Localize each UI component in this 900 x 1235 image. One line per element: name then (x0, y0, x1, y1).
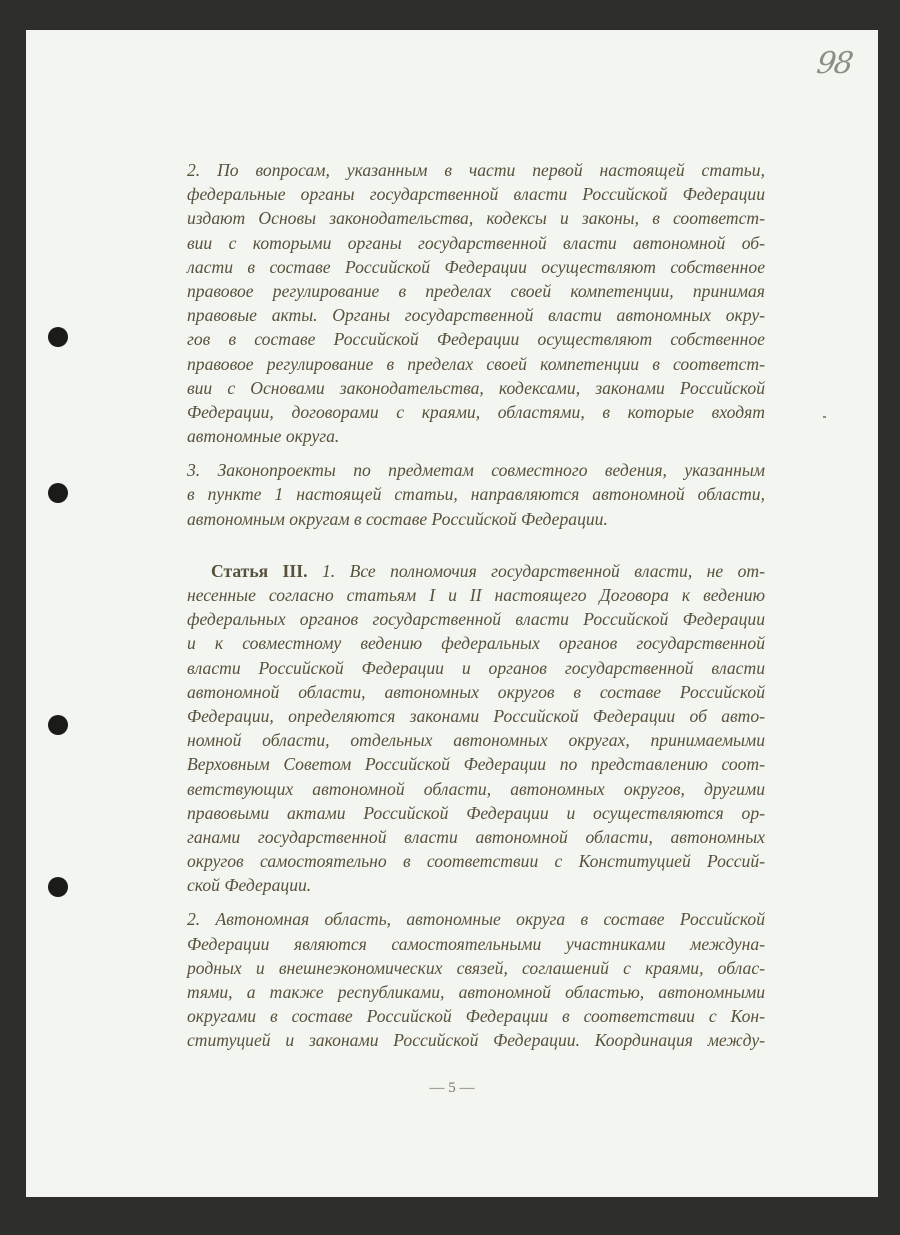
text-line: гов в составе Российской Федерации осуществляют собственное (187, 329, 765, 350)
binder-hole (48, 877, 68, 897)
text-fragment: 1. Все полномочия государственной власти, не от- (321, 560, 765, 581)
text-line: власти Российской Федерации и органов государственной власти (187, 657, 765, 678)
text-line: ласти в составе Российской Федерации осуществляют собственное (187, 256, 765, 277)
text-line: Федерации являются самостоятельными участниками междуна- (187, 933, 765, 954)
text-line: ганами государственной власти автономной области, автономных (187, 826, 765, 847)
handwritten-page-number: 98 (814, 46, 854, 81)
text-line: несенные согласно статьям I и II настоящего Договора к ведению (187, 585, 765, 605)
text-line: родных и внешнеэкономических связей, соглашений с краями, облас- (187, 957, 765, 978)
text-line: округами в составе Российской Федерации в соответствии с Кон- (187, 1006, 765, 1027)
text-line: автономные округа. (187, 426, 340, 447)
scan-speck (823, 416, 826, 418)
printed-page-number: — 5 — (429, 1080, 475, 1096)
paragraph-1 (187, 158, 765, 448)
text-line: издают Основы законодательства, кодексы и законы, в соответст- (187, 208, 765, 229)
text-line: автономным округам в составе Российской Федерации. (187, 508, 608, 529)
text-line: номной области, отдельных автономных округах, принимаемыми (187, 730, 765, 751)
text-line: Федерации, определяются законами Российской Федерации об авто- (187, 705, 765, 726)
text-line: вии с Основами законодательства, кодексами, законами Российской (187, 377, 765, 398)
text-line: ституцией и законами Российской Федерации. Координация между- (187, 1030, 765, 1051)
text-line: ветствующих автономной области, автономных округов, другими (187, 778, 765, 799)
text-line: 2. По вопросам, указанным в части первой настоящей статьи, (187, 160, 765, 180)
text-line: тями, а также республиками, автономной областью, автономными (187, 982, 765, 1002)
text-line: правовые акты. Органы государственной власти автономных окру- (187, 305, 765, 326)
text-line: правовыми актами Российской Федерации и осуществляются ор- (187, 802, 765, 823)
text-line: Верховным Советом Российской Федерации по представлению соот- (187, 754, 765, 775)
text-line: Федерации, договорами с краями, областями, в которые входят (187, 401, 765, 422)
text-line: федеральные органы государственной власти Российской Федерации (187, 184, 765, 205)
text-line: в пункте 1 настоящей статьи, направляются автономной области, (187, 484, 765, 505)
text-line: автономной области, автономных округов в составе Российской (187, 681, 765, 702)
text-line: федеральных органов государственной власти Российской Федерации (187, 609, 765, 630)
text-line: и к совместному ведению федеральных органов государственной (187, 633, 765, 654)
text-line (187, 559, 765, 583)
article-heading: Статья III. (211, 560, 308, 581)
text-line: ской Федерации. (187, 875, 312, 896)
binder-hole (48, 327, 68, 347)
text-line: правовое регулирование в пределах своей компетенции, принимая (187, 280, 765, 301)
text-line: 2. Автономная область, автономные округа в составе Российской (187, 909, 765, 930)
text-line: вии с которыми органы государственной власти автономной об- (187, 232, 765, 253)
paragraph-article-3 (187, 559, 765, 898)
paragraph-2 (187, 458, 765, 531)
binder-hole (48, 483, 68, 503)
text-line: правовое регулирование в пределах своей компетенции в соответст- (187, 353, 765, 374)
binder-hole (48, 715, 68, 735)
text-line: округов самостоятельно в соответствии с Конституцией Россий- (187, 851, 765, 872)
document-text (187, 158, 765, 1053)
document-page (26, 30, 878, 1197)
paragraph-4 (187, 907, 765, 1052)
text-line: 3. Законопроекты по предметам совместного ведения, указанным (187, 460, 765, 481)
